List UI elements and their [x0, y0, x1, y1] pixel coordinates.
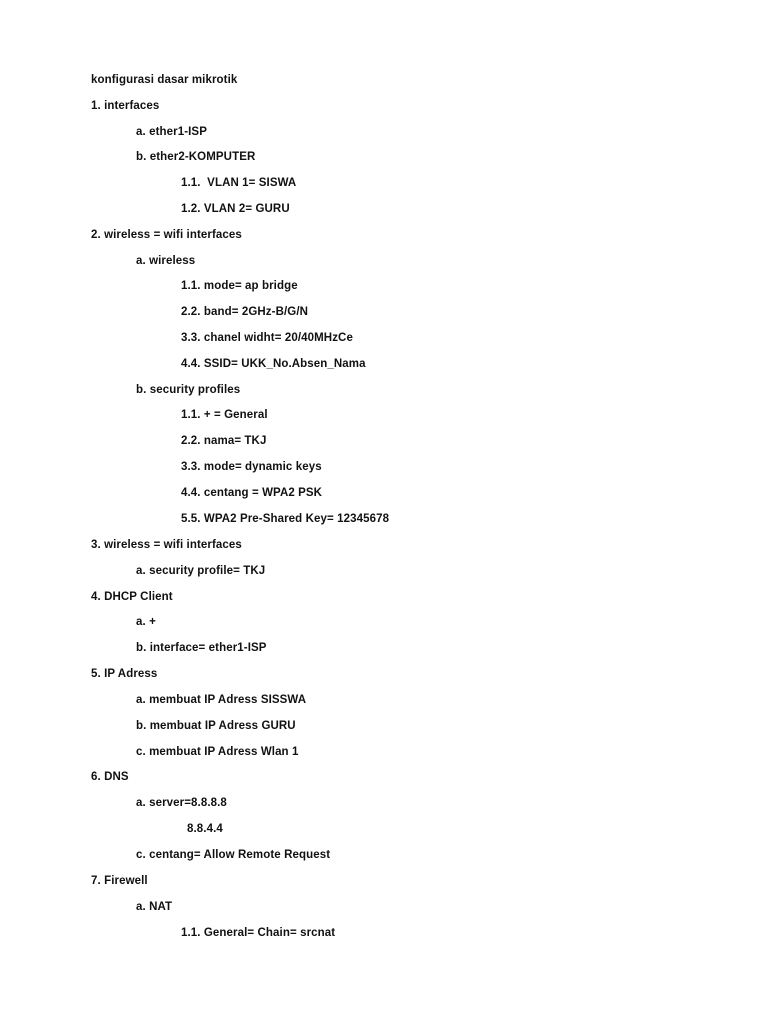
list-item: a. security profile= TKJ [136, 565, 266, 577]
list-item: a. server=8.8.8.8 [136, 797, 227, 809]
list-item: b. interface= ether1-ISP [136, 642, 267, 654]
list-item: 8.8.4.4 [187, 823, 223, 835]
list-item: 2.2. band= 2GHz-B/G/N [181, 306, 309, 318]
list-item: 5.5. WPA2 Pre-Shared Key= 12345678 [181, 513, 390, 525]
section-firewall: 7. Firewell [91, 875, 148, 887]
section-interfaces: 1. interfaces [91, 100, 160, 112]
list-item: b. security profiles [136, 384, 241, 396]
list-item: a. + [136, 616, 156, 628]
list-item: a. NAT [136, 901, 173, 913]
list-item: c. membuat IP Adress Wlan 1 [136, 746, 299, 758]
document-title: konfigurasi dasar mikrotik [91, 74, 238, 86]
section-wireless-security: 3. wireless = wifi interfaces [91, 539, 242, 551]
list-item: 1.1. VLAN 1= SISWA [181, 177, 297, 189]
list-item: 1.1. + = General [181, 409, 268, 421]
list-item: 1.2. VLAN 2= GURU [181, 203, 290, 215]
list-item: 3.3. mode= dynamic keys [181, 461, 322, 473]
list-item: 1.1. General= Chain= srcnat [181, 927, 336, 939]
list-item: a. wireless [136, 255, 196, 267]
list-item: c. centang= Allow Remote Request [136, 849, 331, 861]
list-item: 4.4. SSID= UKK_No.Absen_Nama [181, 358, 366, 370]
list-item: 4.4. centang = WPA2 PSK [181, 487, 323, 499]
section-ip-address: 5. IP Adress [91, 668, 158, 680]
list-item: b. ether2-KOMPUTER [136, 151, 256, 163]
section-dhcp-client: 4. DHCP Client [91, 591, 173, 603]
section-wireless: 2. wireless = wifi interfaces [91, 229, 242, 241]
section-dns: 6. DNS [91, 771, 129, 783]
list-item: 2.2. nama= TKJ [181, 435, 267, 447]
list-item: 3.3. chanel widht= 20/40MHzCe [181, 332, 353, 344]
list-item: b. membuat IP Adress GURU [136, 720, 296, 732]
list-item: a. membuat IP Adress SISSWA [136, 694, 307, 706]
list-item: 1.1. mode= ap bridge [181, 280, 298, 292]
list-item: a. ether1-ISP [136, 126, 207, 138]
